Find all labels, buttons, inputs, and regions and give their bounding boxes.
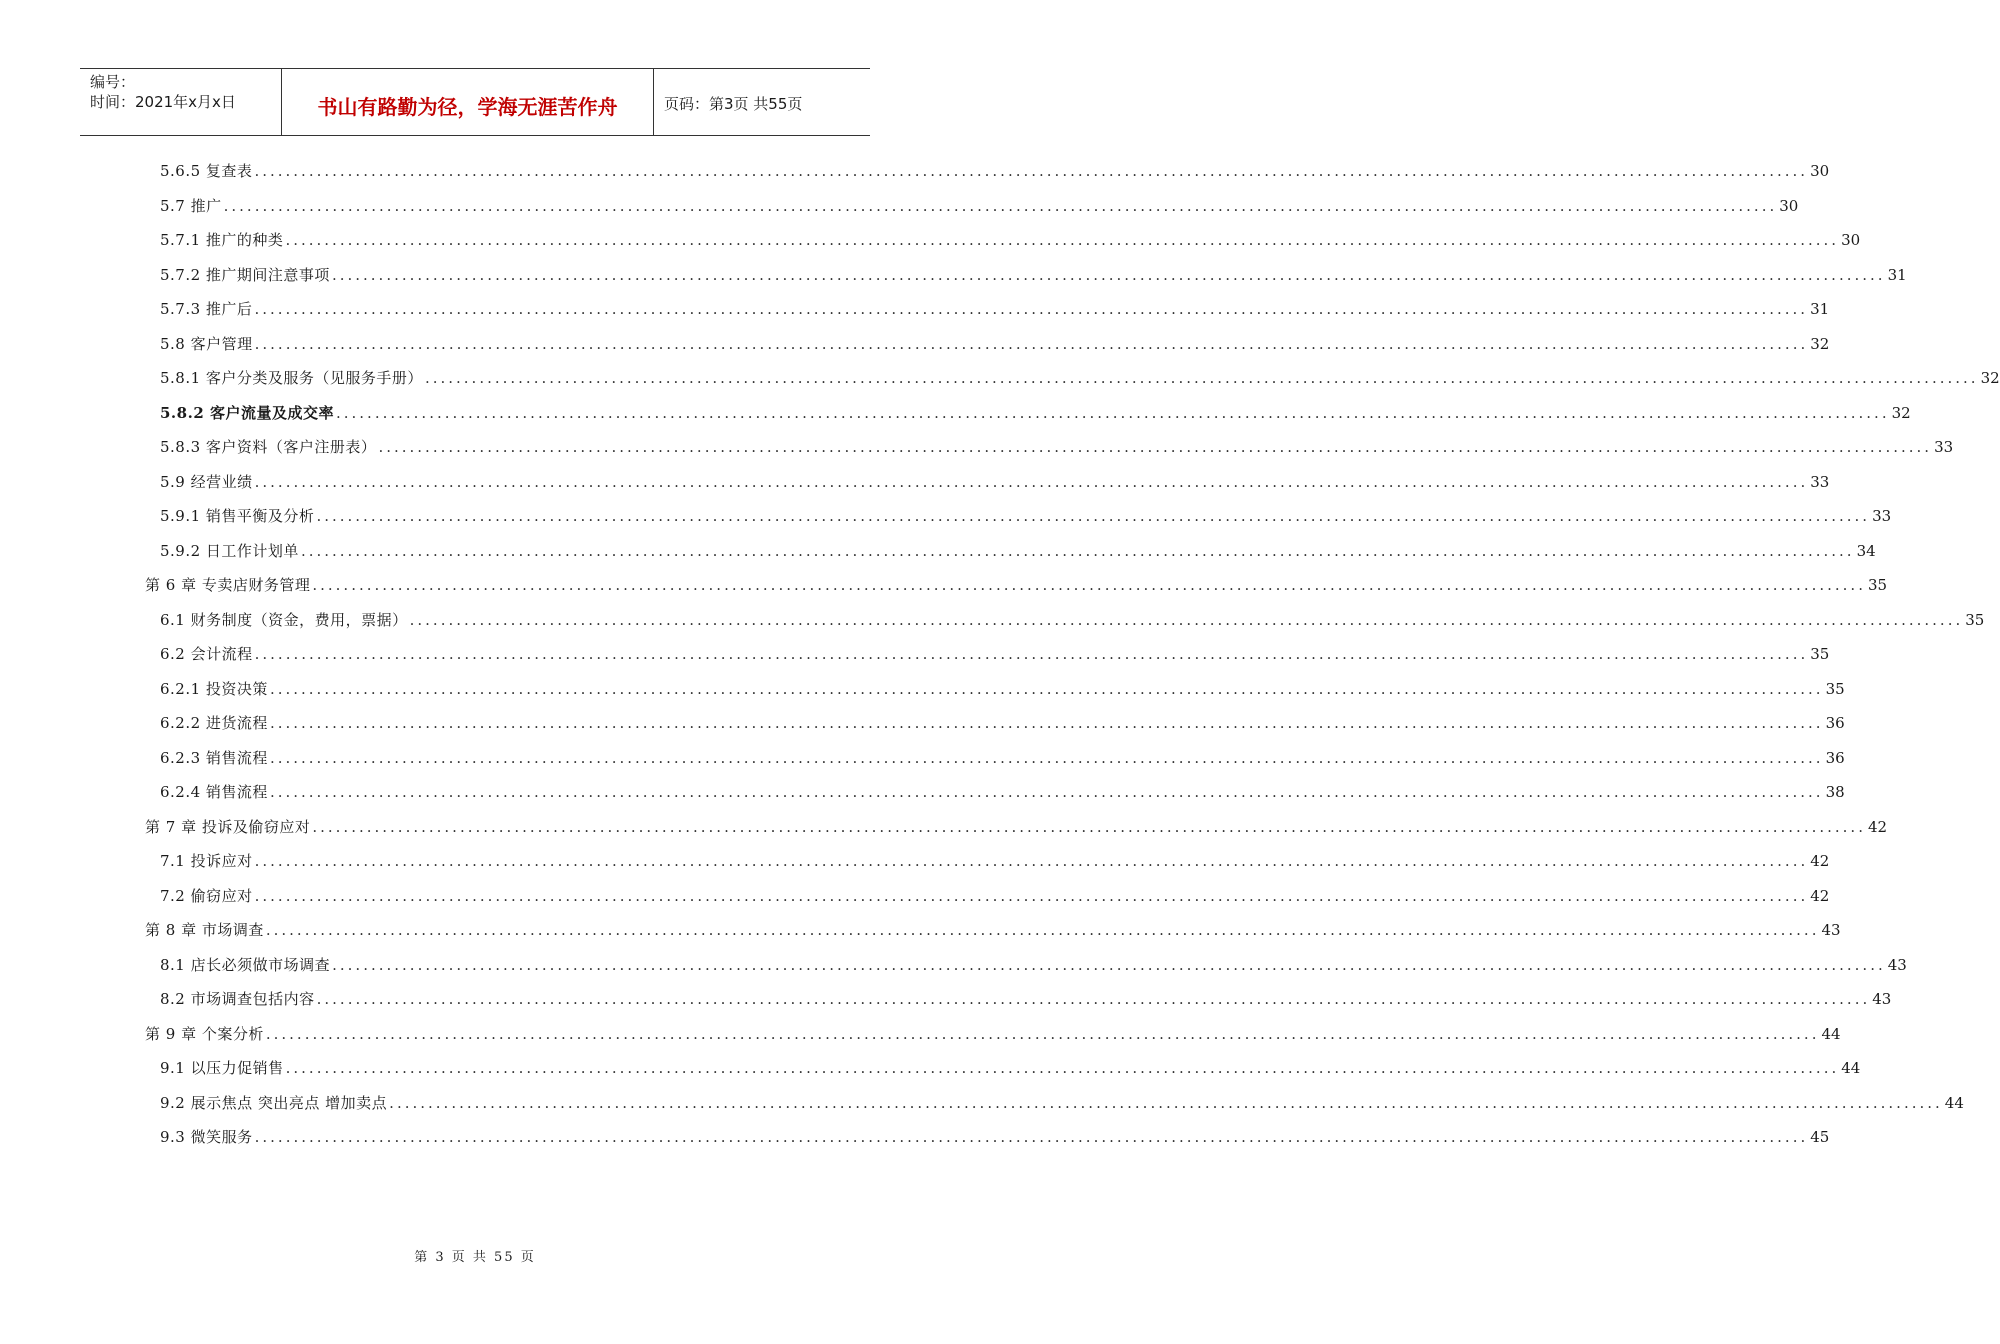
toc-entry-page: 38 bbox=[1825, 783, 1845, 801]
toc-entry[interactable] bbox=[160, 609, 1985, 631]
header-page-label: 页码：第3页 共55页 bbox=[664, 95, 803, 113]
toc-entry-title: 7.1 投诉应对 bbox=[160, 852, 253, 870]
toc-entry[interactable] bbox=[160, 988, 1892, 1010]
toc-entry-page: 45 bbox=[1810, 1128, 1830, 1146]
toc-dot-leader: ........................................................................................................................................................................................................ bbox=[316, 507, 1871, 525]
toc-entry-page: 42 bbox=[1867, 818, 1888, 836]
toc-entry[interactable] bbox=[145, 1023, 1841, 1045]
toc-entry-title: 6.2.1 投资决策 bbox=[160, 680, 268, 698]
toc-dot-leader: ........................................................................................................................................................................................................ bbox=[285, 231, 1840, 249]
toc-entry-title: 5.8.2 客户流量及成交率 bbox=[160, 404, 334, 422]
toc-entry-page: 35 bbox=[1867, 576, 1888, 594]
toc-entry-title: 第 8 章 市场调查 bbox=[145, 921, 264, 939]
toc-dot-leader: ........................................................................................................................................................................................................ bbox=[254, 473, 1809, 491]
toc-entry-page: 35 bbox=[1965, 611, 1985, 629]
toc-dot-leader: ........................................................................................................................................................................................................ bbox=[254, 645, 1809, 663]
toc-dot-leader: ........................................................................................................................................................................................................ bbox=[312, 818, 1866, 836]
toc-entry-title: 6.1 财务制度（资金，费用，票据） bbox=[160, 611, 408, 629]
header-meta-cell bbox=[80, 69, 282, 135]
toc-entry-title: 6.2.4 销售流程 bbox=[160, 783, 268, 801]
toc-dot-leader: ........................................................................................................................................................................................................ bbox=[269, 783, 1824, 801]
toc-entry-page: 35 bbox=[1810, 645, 1830, 663]
header-motto: 书山有路勤为径，学海无涯苦作舟 bbox=[317, 95, 618, 119]
toc-entry[interactable] bbox=[160, 643, 1830, 665]
toc-entry-title: 第 9 章 个案分析 bbox=[145, 1025, 264, 1043]
toc-entry-title: 9.2 展示焦点 突出亮点 增加卖点 bbox=[160, 1094, 388, 1112]
toc-entry-page: 33 bbox=[1810, 473, 1830, 491]
toc-entry-page: 31 bbox=[1810, 300, 1830, 318]
toc-entry-title: 5.8 客户管理 bbox=[160, 335, 253, 353]
toc-dot-leader: ........................................................................................................................................................................................................ bbox=[409, 611, 1964, 629]
toc-dot-leader: ........................................................................................................................................................................................................ bbox=[254, 162, 1809, 180]
toc-entry-title: 5.7 推广 bbox=[160, 197, 222, 215]
toc-dot-leader: ........................................................................................................................................................................................................ bbox=[300, 542, 1855, 560]
toc-dot-leader: ........................................................................................................................................................................................................ bbox=[254, 852, 1809, 870]
header-motto-cell bbox=[282, 69, 654, 135]
toc-dot-leader: ........................................................................................................................................................................................................ bbox=[285, 1059, 1840, 1077]
toc-entry-page: 43 bbox=[1887, 956, 1907, 974]
toc-entry[interactable] bbox=[160, 505, 1892, 527]
toc-entry[interactable] bbox=[145, 816, 1888, 838]
toc-entry-title: 9.1 以压力促销售 bbox=[160, 1059, 284, 1077]
toc-entry[interactable] bbox=[160, 712, 1845, 734]
toc-entry-page: 30 bbox=[1841, 231, 1861, 249]
toc-entry-title: 5.9 经营业绩 bbox=[160, 473, 253, 491]
toc-dot-leader: ........................................................................................................................................................................................................ bbox=[254, 300, 1809, 318]
toc-entry-page: 36 bbox=[1825, 714, 1845, 732]
toc-entry-page: 32 bbox=[1980, 369, 2000, 387]
toc-entry-title: 8.2 市场调查包括内容 bbox=[160, 990, 315, 1008]
toc-entry[interactable] bbox=[145, 574, 1888, 596]
document-time-label: 时间：2021年x月x日 bbox=[90, 93, 236, 111]
toc-entry-title: 9.3 微笑服务 bbox=[160, 1128, 253, 1146]
toc-entry[interactable] bbox=[160, 1126, 1830, 1148]
toc-entry-title: 第 6 章 专卖店财务管理 bbox=[145, 576, 311, 594]
toc-entry-page: 32 bbox=[1891, 404, 1911, 422]
toc-dot-leader: ........................................................................................................................................................................................................ bbox=[389, 1094, 1943, 1112]
toc-entry-page: 44 bbox=[1944, 1094, 1964, 1112]
toc-entry-title: 5.7.3 推广后 bbox=[160, 300, 253, 318]
toc-entry[interactable] bbox=[160, 298, 1830, 320]
toc-entry-title: 7.2 偷窃应对 bbox=[160, 887, 253, 905]
toc-dot-leader: ........................................................................................................................................................................................................ bbox=[254, 887, 1809, 905]
toc-entry[interactable] bbox=[160, 264, 1907, 286]
toc-dot-leader: ........................................................................................................................................................................................................ bbox=[312, 576, 1866, 594]
toc-dot-leader: ........................................................................................................................................................................................................ bbox=[269, 749, 1824, 767]
toc-entry-title: 5.8.1 客户分类及服务（见服务手册） bbox=[160, 369, 423, 387]
toc-entry-title: 5.7.2 推广期间注意事项 bbox=[160, 266, 330, 284]
toc-entry-page: 35 bbox=[1825, 680, 1845, 698]
toc-entry[interactable] bbox=[160, 540, 1876, 562]
toc-dot-leader: ........................................................................................................................................................................................................ bbox=[424, 369, 1979, 387]
document-number-label: 编号： bbox=[90, 73, 136, 91]
toc-dot-leader: ........................................................................................................................................................................................................ bbox=[265, 921, 1820, 939]
toc-entry[interactable] bbox=[160, 781, 1845, 803]
toc-dot-leader: ........................................................................................................................................................................................................ bbox=[223, 197, 1778, 215]
toc-entry[interactable] bbox=[160, 850, 1830, 872]
toc-entry-page: 42 bbox=[1810, 852, 1830, 870]
toc-entry-page: 32 bbox=[1810, 335, 1830, 353]
toc-entry-title: 5.9.1 销售平衡及分析 bbox=[160, 507, 315, 525]
toc-dot-leader: ........................................................................................................................................................................................................ bbox=[269, 714, 1824, 732]
toc-entry[interactable] bbox=[160, 160, 1830, 182]
toc-dot-leader: ........................................................................................................................................................................................................ bbox=[335, 404, 1890, 422]
toc-entry[interactable] bbox=[145, 919, 1841, 941]
toc-entry[interactable] bbox=[160, 436, 1954, 458]
toc-dot-leader: ........................................................................................................................................................................................................ bbox=[331, 266, 1886, 284]
toc-entry-page: 44 bbox=[1841, 1059, 1861, 1077]
toc-entry[interactable] bbox=[160, 747, 1845, 769]
toc-entry-title: 第 7 章 投诉及偷窃应对 bbox=[145, 818, 311, 836]
toc-entry-title: 6.2.2 进货流程 bbox=[160, 714, 268, 732]
toc-entry-page: 43 bbox=[1872, 990, 1892, 1008]
toc-entry[interactable] bbox=[160, 367, 2000, 389]
toc-entry-title: 5.8.3 客户资料（客户注册表） bbox=[160, 438, 377, 456]
toc-dot-leader: ........................................................................................................................................................................................................ bbox=[254, 1128, 1809, 1146]
toc-dot-leader: ........................................................................................................................................................................................................ bbox=[269, 680, 1824, 698]
header-table bbox=[80, 68, 870, 136]
toc-entry-page: 43 bbox=[1821, 921, 1841, 939]
toc-entry-page: 42 bbox=[1810, 887, 1830, 905]
toc-entry[interactable] bbox=[160, 229, 1861, 251]
toc-entry-title: 5.9.2 日工作计划单 bbox=[160, 542, 299, 560]
toc-entry-page: 36 bbox=[1825, 749, 1845, 767]
toc-entry-title: 6.2.3 销售流程 bbox=[160, 749, 268, 767]
toc-entry[interactable] bbox=[160, 402, 1911, 424]
toc-entry-page: 31 bbox=[1887, 266, 1907, 284]
toc-dot-leader: ........................................................................................................................................................................................................ bbox=[316, 990, 1871, 1008]
toc-dot-leader: ........................................................................................................................................................................................................ bbox=[254, 335, 1809, 353]
toc-entry[interactable] bbox=[160, 885, 1830, 907]
toc-entry-page: 30 bbox=[1810, 162, 1830, 180]
toc-entry-page: 44 bbox=[1821, 1025, 1841, 1043]
page-footer: 第 3 页 共 55 页 bbox=[414, 1250, 536, 1265]
toc-dot-leader: ........................................................................................................................................................................................................ bbox=[378, 438, 1933, 456]
toc-entry[interactable] bbox=[160, 471, 1830, 493]
toc-entry[interactable] bbox=[160, 954, 1907, 976]
toc-dot-leader: ........................................................................................................................................................................................................ bbox=[332, 956, 1886, 974]
toc-entry-page: 33 bbox=[1934, 438, 1954, 456]
toc-entry[interactable] bbox=[160, 1092, 1964, 1114]
toc-entry-page: 33 bbox=[1872, 507, 1892, 525]
toc-dot-leader: ........................................................................................................................................................................................................ bbox=[265, 1025, 1820, 1043]
toc-entry[interactable] bbox=[160, 195, 1799, 217]
toc-entry-title: 5.6.5 复查表 bbox=[160, 162, 253, 180]
toc-entry-title: 6.2 会计流程 bbox=[160, 645, 253, 663]
toc-entry[interactable] bbox=[160, 1057, 1861, 1079]
toc-entry-title: 5.7.1 推广的种类 bbox=[160, 231, 284, 249]
header-page-cell bbox=[654, 69, 870, 135]
toc-entry[interactable] bbox=[160, 333, 1830, 355]
toc-entry-page: 30 bbox=[1779, 197, 1799, 215]
toc-entry-page: 34 bbox=[1856, 542, 1876, 560]
toc-entry[interactable] bbox=[160, 678, 1845, 700]
toc-entry-title: 8.1 店长必须做市场调查 bbox=[160, 956, 331, 974]
